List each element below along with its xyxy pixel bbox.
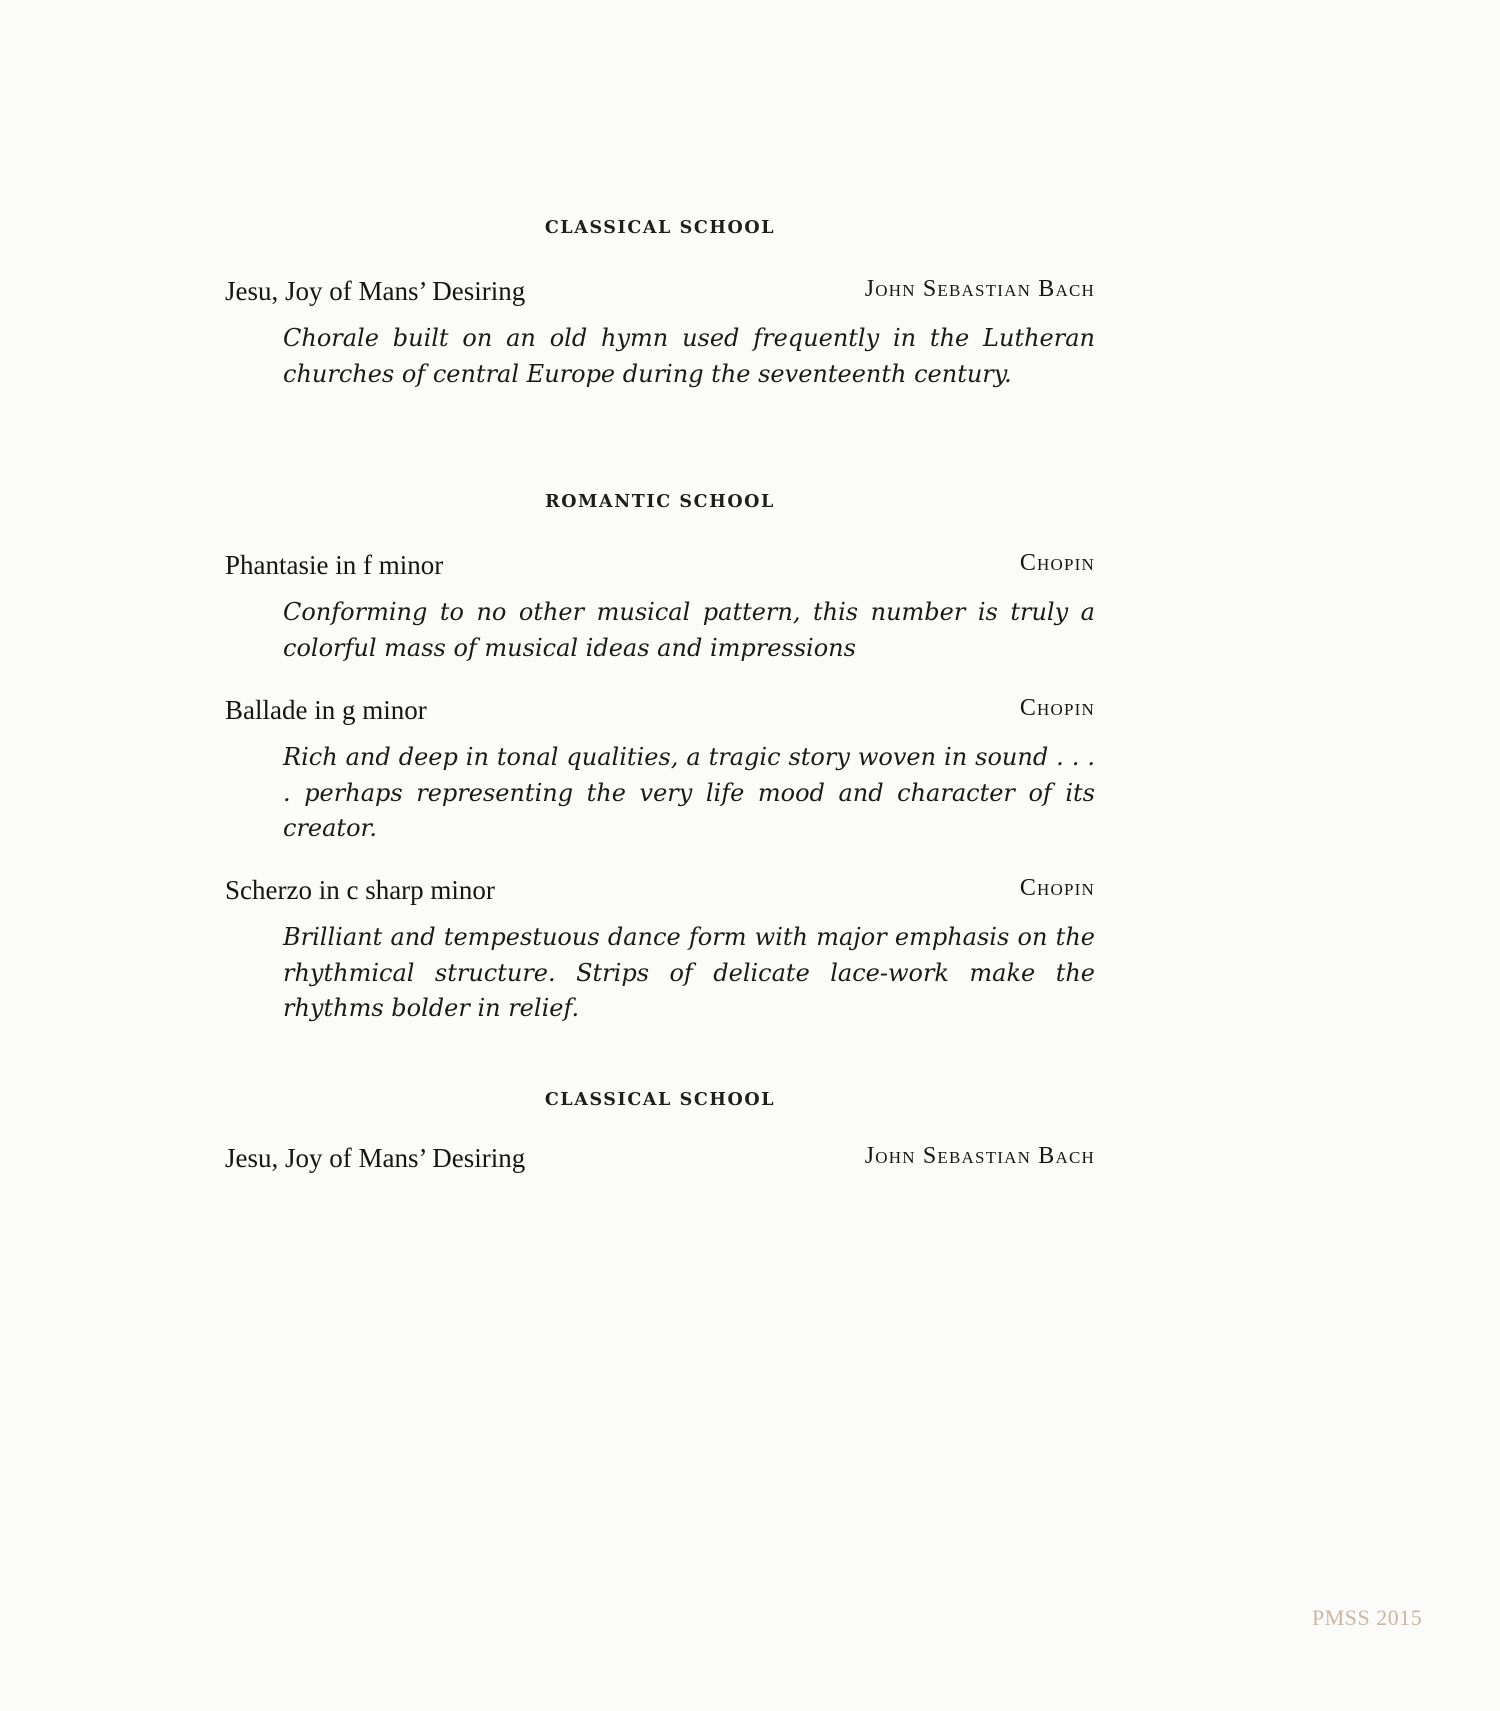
program-item (225, 875, 1095, 909)
piece-description: Rich and deep in tonal qualities, a tragic story woven in sound . . . . perhaps representing the very life mood and character of its creator. (283, 743, 1095, 842)
composer-name: John Sebastian Bach (864, 1143, 1095, 1169)
composer-name: John Sebastian Bach (864, 276, 1095, 302)
piece-title: Ballade in g minor (225, 695, 427, 725)
program-item (225, 1143, 1095, 1177)
section-heading-romantic: ROMANTIC SCHOOL (545, 492, 775, 512)
composer-name: Chopin (1019, 875, 1095, 901)
piece-title: Scherzo in c sharp minor (225, 875, 495, 905)
section-heading-classical: CLASSICAL SCHOOL (544, 1090, 776, 1110)
piece-description: Chorale built on an old hymn used frequently in the Lutheran churches of central Europe during the seventeenth century. (283, 324, 1095, 388)
piece-title: Jesu, Joy of Mans’ Desiring (225, 276, 526, 306)
piece-title: Phantasie in f minor (225, 550, 444, 580)
program-item (225, 550, 1095, 584)
program-item (225, 695, 1095, 729)
composer-name: Chopin (1019, 550, 1095, 576)
composer-name: Chopin (1019, 695, 1095, 721)
piece-title: Jesu, Joy of Mans’ Desiring (225, 1143, 526, 1173)
watermark: PMSS 2015 (1312, 1605, 1423, 1630)
program-item (225, 276, 1095, 310)
piece-description: Conforming to no other musical pattern, this number is truly a colorful mass of musical ideas and impressions (283, 598, 1095, 662)
piece-description: Brilliant and tempestuous dance form with major emphasis on the rhythmical structure. Strips of delicate lace-work make the rhythms bolder in relief. (283, 923, 1095, 1022)
section-heading-classical: CLASSICAL SCHOOL (544, 218, 776, 238)
